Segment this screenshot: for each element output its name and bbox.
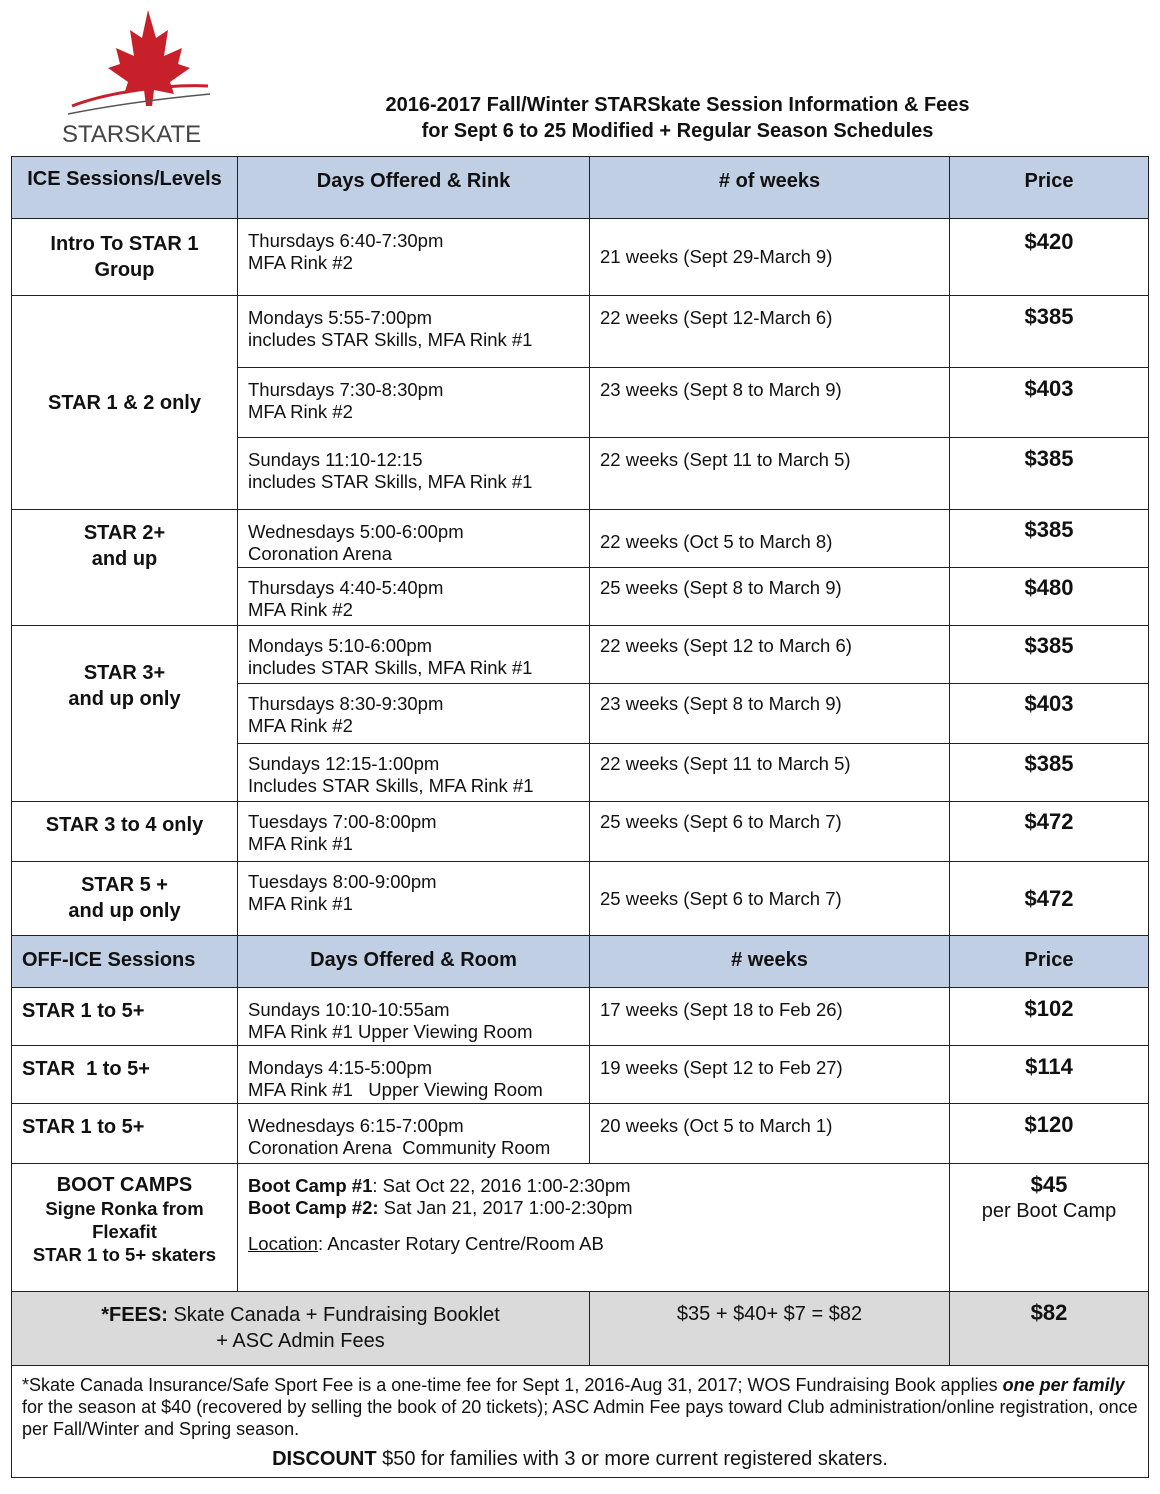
fees-label-cell: *FEES: Skate Canada + Fundraising Booklet + ASC Admin Fees: [12, 1292, 590, 1366]
maple-leaf-icon: [58, 8, 218, 148]
level-cell: STAR 1 to 5+: [12, 1104, 238, 1164]
day-cell: Tuesdays 8:00-9:00pm MFA Rink #1: [238, 862, 590, 936]
day-cell: Mondays 4:15-5:00pm MFA Rink #1 Upper Viewing Room: [238, 1046, 590, 1104]
session-fees-table: [11, 156, 1149, 1478]
weeks-cell: 22 weeks (Oct 5 to March 8): [590, 510, 950, 568]
fees-calc-cell: $35 + $40+ $7 = $82: [590, 1292, 950, 1366]
fees-row: [12, 1292, 1149, 1366]
day-cell: Mondays 5:10-6:00pm includes STAR Skills, MFA Rink #1: [238, 626, 590, 684]
day-cell: Sundays 10:10-10:55am MFA Rink #1 Upper Viewing Room: [238, 988, 590, 1046]
price-cell: $114: [950, 1046, 1149, 1104]
header-off-ice: OFF-ICE Sessions: [12, 936, 238, 988]
off-ice-header-row: [12, 936, 1149, 988]
page-title: [300, 92, 1055, 144]
level-cell: Intro To STAR 1 Group: [12, 219, 238, 296]
day-cell: Sundays 12:15-1:00pm Includes STAR Skills, MFA Rink #1: [238, 744, 590, 802]
header-price: Price: [950, 936, 1149, 988]
level-cell: STAR 1 & 2 only: [12, 296, 238, 510]
price-cell: $472: [950, 802, 1149, 862]
day-cell: Thursdays 4:40-5:40pm MFA Rink #2: [238, 568, 590, 626]
level-cell: STAR 2+ and up: [12, 510, 238, 626]
price-cell: $385: [950, 510, 1149, 568]
price-cell: $472: [950, 862, 1149, 936]
day-cell: Wednesdays 5:00-6:00pm Coronation Arena: [238, 510, 590, 568]
price-cell: $385: [950, 438, 1149, 510]
price-cell: $403: [950, 684, 1149, 744]
header-days: Days Offered & Rink: [238, 157, 590, 219]
bootcamp-details-cell: Boot Camp #1: Sat Oct 22, 2016 1:00-2:30pm Boot Camp #2: Sat Jan 21, 2017 1:00-2:30pm Location: Ancaster Rotary Centre/Room AB: [238, 1164, 950, 1292]
day-cell: Thursdays 6:40-7:30pm MFA Rink #2: [238, 219, 590, 296]
weeks-cell: 25 weeks (Sept 6 to March 7): [590, 802, 950, 862]
price-cell: $120: [950, 1104, 1149, 1164]
weeks-cell: 20 weeks (Oct 5 to March 1): [590, 1104, 950, 1164]
weeks-cell: 22 weeks (Sept 11 to March 5): [590, 438, 950, 510]
weeks-cell: 23 weeks (Sept 8 to March 9): [590, 368, 950, 438]
logo-wordmark: STARSKATE: [62, 121, 202, 148]
day-cell: Sundays 11:10-12:15 includes STAR Skills, MFA Rink #1: [238, 438, 590, 510]
level-cell: STAR 5 + and up only: [12, 862, 238, 936]
price-cell: $385: [950, 744, 1149, 802]
bootcamp-price-cell: $45 per Boot Camp: [950, 1164, 1149, 1292]
price-cell: $420: [950, 219, 1149, 296]
level-cell: STAR 1 to 5+: [12, 988, 238, 1046]
day-cell: Wednesdays 6:15-7:00pm Coronation Arena Community Room: [238, 1104, 590, 1164]
bootcamp-level-cell: BOOT CAMPS Signe Ronka from Flexafit STAR 1 to 5+ skaters: [12, 1164, 238, 1292]
table-row: [12, 1104, 1149, 1164]
header-levels: ICE Sessions/Levels: [12, 157, 238, 219]
day-cell: Mondays 5:55-7:00pm includes STAR Skills, MFA Rink #1: [238, 296, 590, 368]
price-cell: $480: [950, 568, 1149, 626]
header-price: Price: [950, 157, 1149, 219]
price-cell: $385: [950, 626, 1149, 684]
table-row: [12, 296, 1149, 368]
level-cell: STAR 3+ and up only: [12, 626, 238, 802]
footnote-cell: *Skate Canada Insurance/Safe Sport Fee is a one-time fee for Sept 1, 2016-Aug 31, 2017; WOS Fundraising Book applies one per family for the season at $40 (recovered by selling the book of 20 tickets); ASC Admin Fee pays toward Club administration/online registration, once per Fall/Winter and Spring season. DISCOUNT $50 for families with 3 or more current registered skaters.: [12, 1366, 1149, 1478]
price-cell: $403: [950, 368, 1149, 438]
table-row: [12, 802, 1149, 862]
table-row: [12, 862, 1149, 936]
table-row: [12, 510, 1149, 568]
weeks-cell: 21 weeks (Sept 29-March 9): [590, 219, 950, 296]
ice-header-row: [12, 157, 1149, 219]
starskate-logo: [58, 8, 218, 148]
table-row: [12, 626, 1149, 684]
title-line-2: for Sept 6 to 25 Modified + Regular Season Schedules: [421, 120, 934, 142]
level-cell: STAR 3 to 4 only: [12, 802, 238, 862]
header-weeks: # of weeks: [590, 157, 950, 219]
weeks-cell: 25 weeks (Sept 6 to March 7): [590, 862, 950, 936]
price-cell: $102: [950, 988, 1149, 1046]
table-row: [12, 219, 1149, 296]
weeks-cell: 25 weeks (Sept 8 to March 9): [590, 568, 950, 626]
header-days-room: Days Offered & Room: [238, 936, 590, 988]
header-weeks: # weeks: [590, 936, 950, 988]
day-cell: Thursdays 8:30-9:30pm MFA Rink #2: [238, 684, 590, 744]
level-cell: STAR 1 to 5+: [12, 1046, 238, 1104]
fees-total-cell: $82: [950, 1292, 1149, 1366]
weeks-cell: 23 weeks (Sept 8 to March 9): [590, 684, 950, 744]
weeks-cell: 22 weeks (Sept 11 to March 5): [590, 744, 950, 802]
weeks-cell: 22 weeks (Sept 12-March 6): [590, 296, 950, 368]
footnote-row: [12, 1366, 1149, 1478]
bootcamp-row: [12, 1164, 1149, 1292]
weeks-cell: 17 weeks (Sept 18 to Feb 26): [590, 988, 950, 1046]
title-line-1: 2016-2017 Fall/Winter STARSkate Session Information & Fees: [385, 94, 970, 116]
weeks-cell: 19 weeks (Sept 12 to Feb 27): [590, 1046, 950, 1104]
price-cell: $385: [950, 296, 1149, 368]
table-row: [12, 1046, 1149, 1104]
day-cell: Tuesdays 7:00-8:00pm MFA Rink #1: [238, 802, 590, 862]
day-cell: Thursdays 7:30-8:30pm MFA Rink #2: [238, 368, 590, 438]
table-row: [12, 988, 1149, 1046]
weeks-cell: 22 weeks (Sept 12 to March 6): [590, 626, 950, 684]
